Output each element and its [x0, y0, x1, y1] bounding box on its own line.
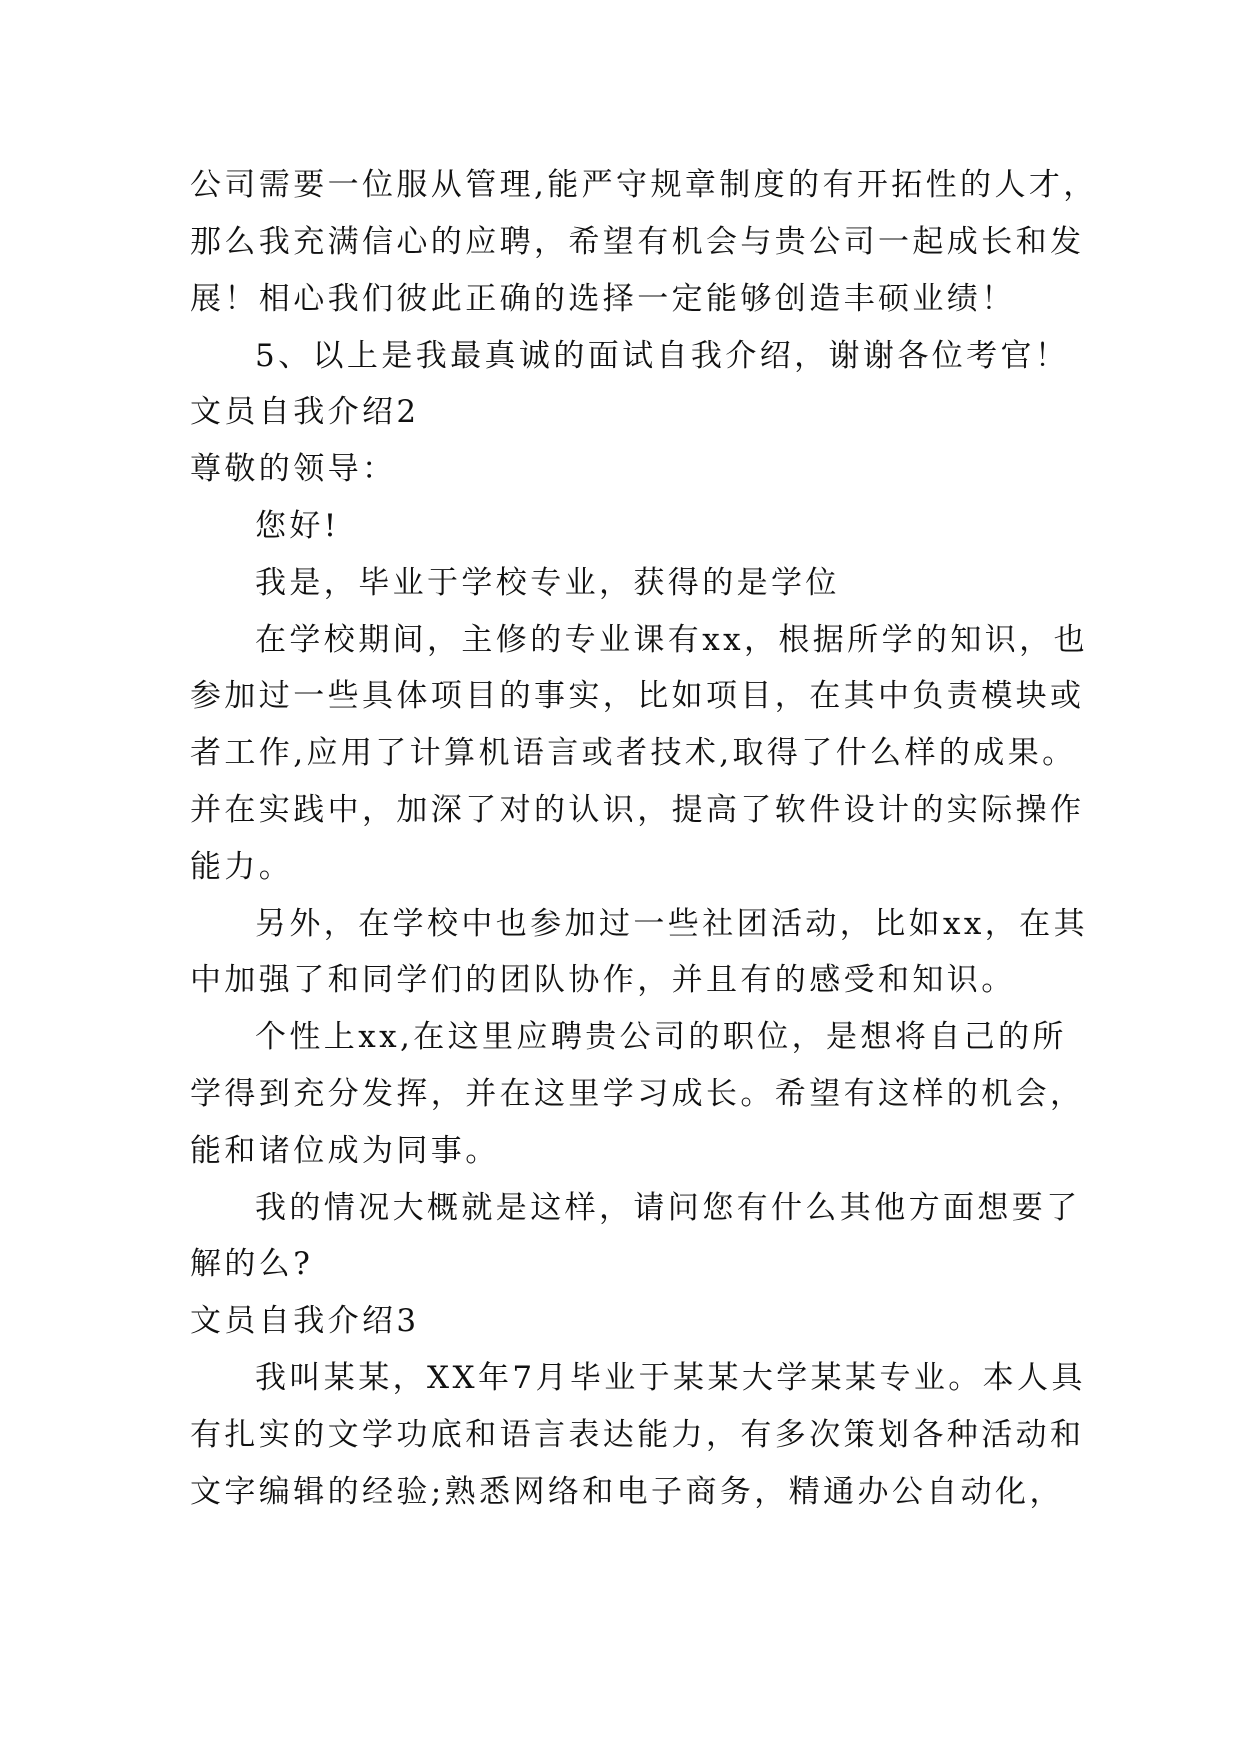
body-text-line: 并在实践中，加深了对的认识，提高了软件设计的实际操作	[190, 792, 1085, 828]
body-text-line: 文字编辑的经验;熟悉网络和电子商务，精通办公自动化，	[190, 1474, 1064, 1510]
body-text-line: 参加过一些具体项目的事实，比如项目，在其中负责模块或	[190, 678, 1085, 714]
body-text-line: 能力。	[190, 849, 294, 885]
body-text-line: 我的情况大概就是这样，请问您有什么其他方面想要了	[255, 1190, 1081, 1226]
body-text-line: 能和诸位成为同事。	[190, 1133, 500, 1169]
body-text-line: 展！相心我们彼此正确的选择一定能够创造丰硕业绩！	[190, 281, 1016, 317]
salutation: 尊敬的领导：	[190, 451, 397, 487]
body-text-line: 公司需要一位服从管理,能严守规章制度的有开拓性的人才，	[190, 167, 1098, 203]
body-text-line: 解的么?	[190, 1246, 314, 1282]
greeting: 您好!	[255, 508, 340, 544]
body-text-line: 那么我充满信心的应聘，希望有机会与贵公司一起成长和发	[190, 224, 1085, 260]
body-text-line: 我是，毕业于学校专业，获得的是学位	[255, 565, 840, 601]
section-heading: 文员自我介绍3	[190, 1303, 420, 1339]
body-text-line: 我叫某某，XX年7月毕业于某某大学某某专业。本人具	[255, 1360, 1086, 1396]
body-text-line: 另外，在学校中也参加过一些社团活动，比如xx，在其	[255, 906, 1088, 942]
body-text-line: 个性上xx,在这里应聘贵公司的职位，是想将自己的所	[255, 1019, 1067, 1055]
body-text-line: 在学校期间，主修的专业课有xx，根据所学的知识，也	[255, 622, 1088, 658]
section-heading: 文员自我介绍2	[190, 394, 420, 430]
body-text-line: 中加强了和同学们的团队协作，并且有的感受和知识。	[190, 962, 1016, 998]
body-text-line: 者工作,应用了计算机语言或者技术,取得了什么样的成果。	[190, 735, 1077, 771]
body-text-line: 学得到充分发挥，并在这里学习成长。希望有这样的机会，	[190, 1076, 1085, 1112]
body-text-line: 有扎实的文学功底和语言表达能力，有多次策划各种活动和	[190, 1417, 1085, 1453]
body-text-line: 5、以上是我最真诚的面试自我介绍，谢谢各位考官！	[255, 338, 1070, 374]
